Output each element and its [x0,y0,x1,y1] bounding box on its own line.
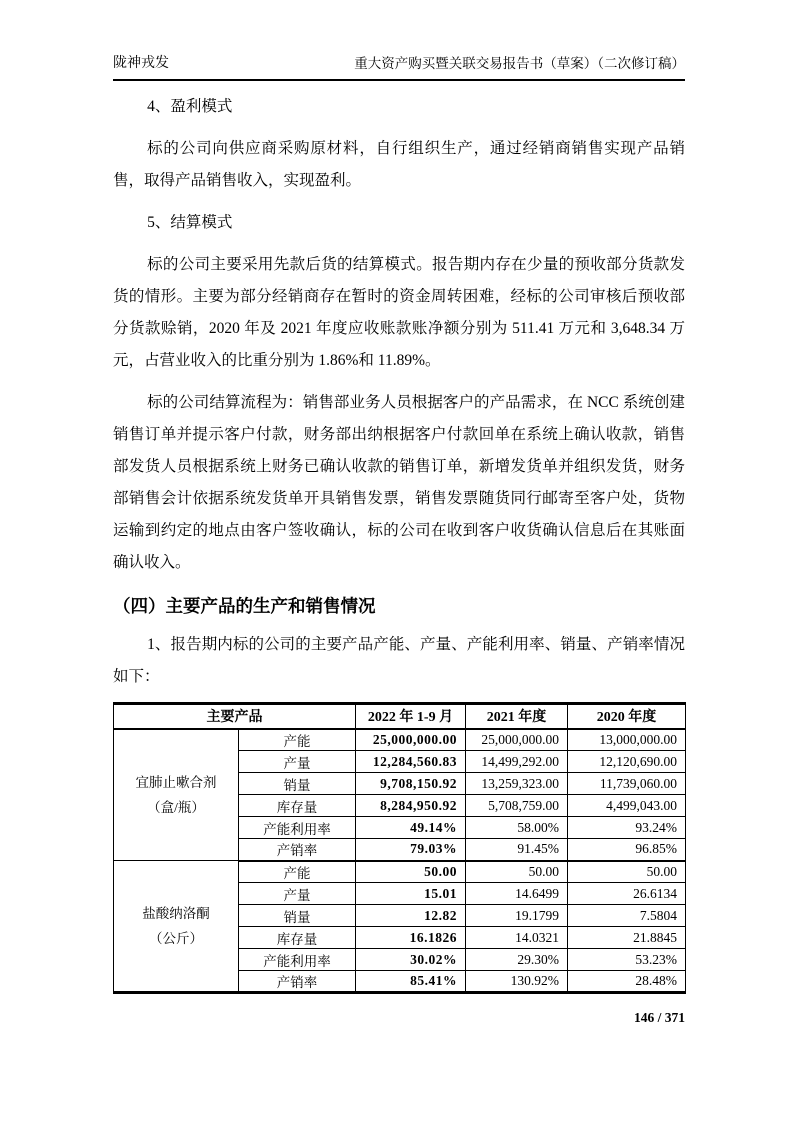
page-number: 146 / 371 [633,1010,685,1025]
metric-cell: 产能利用率 [239,817,356,839]
metric-cell: 产能利用率 [239,949,356,971]
value-2022-cell: 16.1826 [356,927,466,949]
metric-cell: 产销率 [239,839,356,861]
value-2022-cell: 12,284,560.83 [356,751,466,773]
value-2020-cell: 21.8845 [568,927,686,949]
table-row [114,729,686,751]
value-2021-cell: 14.0321 [466,927,568,949]
metric-cell: 销量 [239,773,356,795]
page-header-company: 陇神戎发 [113,56,169,71]
value-2022-cell: 9,708,150.92 [356,773,466,795]
product-name-cell [114,861,239,993]
col-header-2021: 2021 年度 [466,704,568,729]
value-2020-cell: 7.5804 [568,905,686,927]
paragraph-settlement-2: 标的公司结算流程为：销售部业务人员根据客户的产品需求，在 NCC 系统创建销售订单并提示客户付款，财务部出纳根据客户付款回单在系统上确认收款，销售部发货人员根据系统上财务已确认收款的销售订单，新增发货单并组织发货，财务部销售会计依据系统发货单开具销售发票，销售发票随货同行邮寄至客户处，货物运输到约定的地点由客户签收确认，标的公司在收到客户收货确认信息后在其账面确认收入。 [113,394,685,571]
value-2020-cell: 53.23% [568,949,686,971]
paragraph-table-intro: 1、报告期内标的公司的主要产品产能、产量、产能利用率、销量、产销率情况如下： [113,636,685,685]
value-2021-cell: 29.30% [466,949,568,971]
value-2021-cell: 14.6499 [466,883,568,905]
metric-cell: 产能 [239,861,356,883]
metric-cell: 库存量 [239,795,356,817]
value-2021-cell: 25,000,000.00 [466,729,568,751]
product-unit: （盒/瓶） [147,799,205,815]
paragraph-profit-model: 标的公司向供应商采购原材料，自行组织生产，通过经销商销售实现产品销售，取得产品销售收入，实现盈利。 [113,140,685,189]
value-2021-cell: 58.00% [466,817,568,839]
metric-cell: 产量 [239,883,356,905]
value-2021-cell: 5,708,759.00 [466,795,568,817]
value-2021-cell: 13,259,323.00 [466,773,568,795]
value-2020-cell: 11,739,060.00 [568,773,686,795]
table-header-row [114,704,686,729]
metric-cell: 产量 [239,751,356,773]
metric-cell: 销量 [239,905,356,927]
value-2020-cell: 13,000,000.00 [568,729,686,751]
value-2021-cell: 14,499,292.00 [466,751,568,773]
value-2022-cell: 50.00 [356,861,466,883]
col-header-2022: 2022 年 1-9 月 [356,704,466,729]
production-sales-table [113,702,686,994]
product-unit: （公斤） [149,931,203,946]
table-row [114,861,686,883]
value-2022-cell: 8,284,950.92 [356,795,466,817]
value-2020-cell: 4,499,043.00 [568,795,686,817]
heading-settlement-model: 5、结算模式 [147,214,233,231]
value-2020-cell: 12,120,690.00 [568,751,686,773]
value-2022-cell: 12.82 [356,905,466,927]
value-2020-cell: 50.00 [568,861,686,883]
metric-cell: 产销率 [239,971,356,993]
value-2020-cell: 26.6134 [568,883,686,905]
value-2022-cell: 49.14% [356,817,466,839]
value-2020-cell: 28.48% [568,971,686,993]
product-name: 盐酸纳洛酮 [142,906,210,921]
metric-cell: 库存量 [239,927,356,949]
value-2021-cell: 19.1799 [466,905,568,927]
value-2022-cell: 25,000,000.00 [356,729,466,751]
product-name-cell [114,729,239,861]
section-heading-production-sales: （四）主要产品的生产和销售情况 [113,596,376,616]
page-header-report-title: 重大资产购买暨关联交易报告书（草案）（二次修订稿） [354,56,685,71]
col-header-2020: 2020 年度 [568,704,686,729]
value-2020-cell: 93.24% [568,817,686,839]
product-name: 宜肺止嗽合剂 [135,774,217,790]
heading-profit-model: 4、盈利模式 [147,98,233,115]
value-2022-cell: 30.02% [356,949,466,971]
value-2022-cell: 15.01 [356,883,466,905]
value-2022-cell: 85.41% [356,971,466,993]
value-2022-cell: 79.03% [356,839,466,861]
paragraph-settlement-1: 标的公司主要采用先款后货的结算模式。报告期内存在少量的预收部分货款发货的情形。主要为部分经销商存在暂时的资金周转困难，经标的公司审核后预收部分货款赊销，2020 年及 2021 年度应收账款账净额分别为 511.41 万元和 3,648.34 万元，占营业收入的比重分别为 1.86%和 11.89%。 [113,256,685,369]
metric-cell: 产能 [239,729,356,751]
value-2020-cell: 96.85% [568,839,686,861]
value-2021-cell: 91.45% [466,839,568,861]
page-header [113,55,685,81]
col-header-product: 主要产品 [114,704,356,729]
value-2021-cell: 130.92% [466,971,568,993]
value-2021-cell: 50.00 [466,861,568,883]
